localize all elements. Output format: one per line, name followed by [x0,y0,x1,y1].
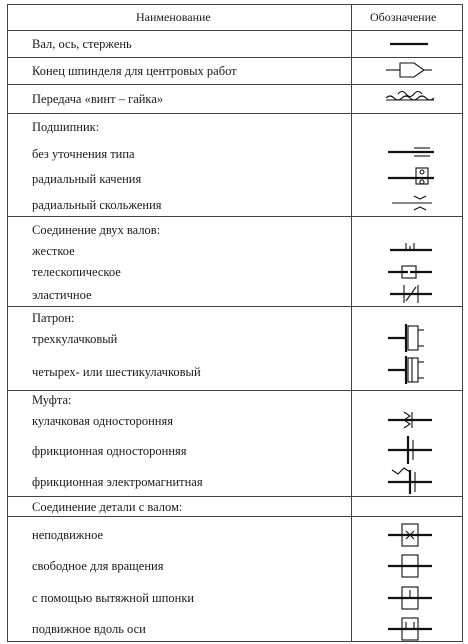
jaw-clutch-symbol [388,412,432,428]
row-label: четырех- или шестикулачковый [32,365,201,379]
row-label: подвижное вдоль оси [32,622,146,636]
four-six-jaw-chuck-symbol [388,356,424,384]
row-label: Конец шпинделя для центровых работ [32,64,237,78]
group-title: Муфта: [32,393,72,407]
row-label: Передача «винт – гайка» [32,92,164,106]
group-title: Патрон: [32,311,75,325]
rolling-bearing-symbol [388,168,434,184]
row-label: неподвижное [32,528,104,542]
row-label: жесткое [32,244,75,258]
row-label: телескопическое [32,265,121,279]
row-label: с помощью вытяжной шпонки [32,591,195,605]
electromagnetic-clutch-symbol [388,468,432,494]
spindle-end-symbol [386,63,432,77]
header-symbol: Обозначение [370,10,437,24]
row-label: эластичное [32,288,92,302]
header-name: Наименование [136,10,211,24]
telescopic-coupling-symbol [388,266,432,278]
row-label: кулачковая односторонняя [32,414,173,428]
row-label: радиальный качения [32,172,142,186]
elastic-coupling-symbol [390,285,432,303]
symbols-column [352,0,462,644]
row-label: фрикционная односторонняя [32,444,187,458]
rigid-coupling-symbol [390,243,432,250]
bearing-general-symbol [388,148,434,156]
group-title: Соединение двух валов: [32,223,161,237]
group-title: Подшипник: [32,120,100,134]
three-jaw-chuck-symbol [388,324,424,352]
row-label: свободное для вращения [32,559,164,573]
row-label: фрикционная электромагнитная [32,475,203,489]
row-label: без уточнения типа [32,147,135,161]
row-label: радиальный скольжения [32,198,162,212]
fixed-joint-symbol [388,524,432,546]
row-label: трехкулачковый [32,332,118,346]
screw-nut-symbol [386,92,434,101]
free-rotation-joint-symbol [388,555,432,577]
axial-sliding-joint-symbol [388,618,432,640]
friction-clutch-symbol [388,436,432,464]
row-label: Вал, ось, стержень [32,37,132,51]
draw-key-joint-symbol [388,587,432,609]
group-title: Соединение детали с валом: [32,500,183,514]
sliding-bearing-symbol [392,196,432,210]
